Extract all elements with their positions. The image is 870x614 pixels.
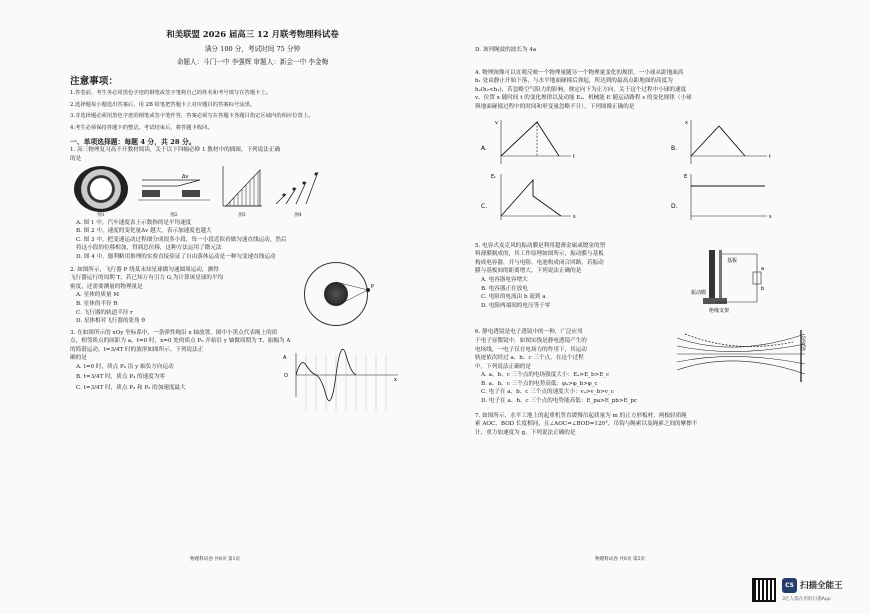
q2-stem: 密度，还需要测量的物理量是 xyxy=(70,283,143,290)
q1-fig3 xyxy=(220,164,264,218)
q5-stem: 料薄膜制成的，其工作原理如图所示，振动膜与基板 xyxy=(475,251,604,258)
fig-caption: 图1 xyxy=(97,212,105,218)
q1-figures xyxy=(74,166,435,218)
q5-option: A. 电容器电容增大 xyxy=(481,276,528,283)
q1-stem: 的是 xyxy=(70,155,82,162)
q6-stem: 电场线，一电子仅在电场力的作用下，其运动 xyxy=(475,346,587,353)
svg-text:b: b xyxy=(761,285,765,292)
svg-text:基板: 基板 xyxy=(727,257,738,264)
q5-stem: 5. 电容式麦克风的振动膜是利用超薄金属或镀金的塑 xyxy=(475,242,606,249)
q2-option: A. 星体的质量 M xyxy=(76,292,120,299)
svg-text:x: x xyxy=(685,119,688,126)
q5-stem: 膜与基板间的距离增大，下列说法正确的是 xyxy=(475,268,582,275)
fig-caption: 图3 xyxy=(238,212,246,218)
q1-stem: 1. 高三物理复习高不开教材阅读，关于以下四幅必修 1 教材中的插图，下列说法正确 xyxy=(70,147,281,154)
page-footer: 物理科试卷 共6页 第2页 xyxy=(595,557,646,562)
q5-microphone-figure xyxy=(691,242,797,322)
fig-caption: 图2 xyxy=(170,212,178,218)
q1-option: A. 图 1 中，汽车速度表上示数指的是平均速度 xyxy=(76,219,192,226)
q1-option: B. 图 2 中，速度的变化量Δv 越大，表示加速度也越大 xyxy=(76,228,212,235)
q5-block xyxy=(475,242,830,314)
qr-code-icon xyxy=(752,578,776,602)
q6-stem: 于电子显微镜中。如图实线是静电透镜产生的 xyxy=(475,337,587,344)
camscanner-logo: CS xyxy=(782,578,797,593)
q5-stem: 构成电容器，并与电阻、电池构成闭合回路，若振动 xyxy=(475,259,604,266)
q1-option: C. 图 3 中，把变速运动过程细分成很多小段，每一小段近似看做匀速直线运动，然后 xyxy=(76,236,287,243)
q6-stem: 中，下列说法正确的是 xyxy=(475,363,531,370)
svg-text:D.: D. xyxy=(671,202,678,210)
section-heading: 一、单项选择题：每题 4 分，共 28 分。 xyxy=(70,138,196,147)
q2-option: C. 飞行器的轨道半径 r xyxy=(76,309,133,316)
q5-option: C. 电阻的电流由 b 流到 a xyxy=(481,294,546,301)
q4-stem: 與地面碰撞过程中的时间和形变量忽略不计）。下列图像正确的是 xyxy=(475,103,635,110)
q6-field-lines-figure xyxy=(675,324,815,388)
svg-text:s: s xyxy=(573,213,576,220)
notice-title: 注意事项： xyxy=(70,76,118,87)
q2-orbit-figure xyxy=(300,260,380,326)
velocity-vector-diagram xyxy=(138,168,210,208)
q4-graph-b xyxy=(671,120,771,164)
q3-option: B. t=3/4T 时，质点 P₄ 的速度为零 xyxy=(76,373,166,380)
q6-stem: 轨迹依次经过 a、b、c 三个点，在这个过程 xyxy=(475,355,584,362)
q1-option: D. 图 4 中，伽利略用推理的实验直接验证了自由落体运动是一种匀变速直线运动 xyxy=(76,253,276,260)
q2-option: B. 星体的半径 R xyxy=(76,300,118,307)
svg-text:绝缘支架: 绝缘支架 xyxy=(709,307,730,314)
svg-text:Eₖ: Eₖ xyxy=(491,173,497,180)
page-footer: 物理科试卷 共6页 第1页 xyxy=(190,557,241,562)
svg-text:x: x xyxy=(394,376,397,383)
svg-text:E: E xyxy=(684,173,688,180)
score-line: 满分 100 分，考试时间 75 分钟 xyxy=(204,45,301,53)
q6-option: A. a、b、c 三个点的电场强度大小：Eₐ>E_b>E_c xyxy=(481,372,610,379)
q7-block xyxy=(475,412,830,438)
q2-stem: 飞行器运行的周期 T，若已知万有引力 G,为计算该星球的平均 xyxy=(70,275,224,282)
q1-fig2 xyxy=(138,168,210,218)
q4-block xyxy=(475,69,830,228)
notice-item: 2.选择题每小题选出答案后，用 2B 铅笔把答题卡上对应题目的答案标号涂黑。 xyxy=(70,101,256,108)
angle-lines xyxy=(300,260,380,326)
svg-text:振动膜: 振动膜 xyxy=(691,289,707,296)
q3-option-d: D. 该列绳波的波长为 4a xyxy=(475,47,537,53)
q7-stem: 7. 如图所示，水平工地上的起重机竖直缓慢吊起质量为 m 的正方形板材，两根轻质绳 xyxy=(475,412,687,419)
svg-text:t: t xyxy=(573,153,575,160)
notice-item: 1.答卷前，考生务必用黑色字迹的钢笔或签字笔将自己的姓名和考号填写在答题卡上。 xyxy=(70,90,272,96)
svg-text:Δv: Δv xyxy=(182,173,189,180)
exam-page-right xyxy=(445,0,870,614)
q3-option: C. t=3/4T 时，质点 P₃ 和 P₅ 的加速度最大 xyxy=(76,384,186,391)
q4-graph-d xyxy=(671,174,772,220)
svg-text:a: a xyxy=(761,265,765,272)
q6-stem: 6. 静电透镜是电子透镜中的一种，广泛应用 xyxy=(475,329,583,336)
q1-fig1 xyxy=(74,166,128,218)
svg-text:t: t xyxy=(769,153,771,160)
q2-option: D. 星体相对飞行器的张角 θ xyxy=(76,318,145,325)
svg-text:O: O xyxy=(284,372,288,379)
q6-option: D. 电子在 a、b、c 三个点的电势能高低：E_pa>E_pb>E_pc xyxy=(481,398,638,405)
q4-graph-a xyxy=(481,120,575,164)
svg-text:C.: C. xyxy=(481,202,488,210)
q2-block xyxy=(70,266,435,326)
svg-text:v: v xyxy=(495,119,498,126)
q1-option: 将这小段的位移相加，得到总位移，这种方法运用了微元法 xyxy=(76,245,222,252)
q5-option: B. 电容器正在放电 xyxy=(481,285,528,292)
q4-stem: h₂(h₂<h₁)，若忽略空气阻力的影响，规定向下为正方向，关于这个过程中小球的速度 xyxy=(475,86,687,93)
exam-title: 和美联盟 2026 届高三 12 月联考物理科试卷 xyxy=(166,29,339,39)
svg-text:s: s xyxy=(769,213,772,220)
q3-stem: 3. 在如图所示的 xOy 坐标系中，一条弹性绳沿 x 轴放置，图中小黑点代表绳上的质 xyxy=(70,329,278,336)
authors-line: 命题人：斗门一中 李强辉 审题人：新会一中 李金梅 xyxy=(176,58,329,66)
q7-stem: 索 AOC、BOD 长度相同，且∠AOC=∠BOD=120°，吊钩与绳索以及绳索之间的摩擦不 xyxy=(475,421,698,428)
speedometer-image xyxy=(74,166,128,212)
q5-option: D. 电阻两端间的电压等于零 xyxy=(481,302,551,309)
q3-block xyxy=(70,329,435,394)
svg-text:荧光屏: 荧光屏 xyxy=(800,336,806,352)
svg-text:A: A xyxy=(283,354,287,361)
q7-stem: 计，重力加速度为 g，下列说法正确的是 xyxy=(475,429,576,436)
q6-block xyxy=(475,328,830,405)
q4-graph-options xyxy=(475,116,815,224)
q4-stem: h₁ 处由静止开始下落，与水平地面碰撞后弹起，所达到的最高点距地面的高度为 xyxy=(475,78,673,85)
galileo-incline-image xyxy=(274,164,322,208)
q2-stem: 2. 如图所示，飞行器 P 绕某未知星球做匀速圆周运动，测得 xyxy=(70,266,219,273)
q4-stem: v、位置 x 随时间 t 的变化规律以及动能 Eₖ、机械能 E 随运动路程 s 的变化规律（小球 xyxy=(475,95,692,102)
q3-stem: 的简谐运动。t=3/4T 时的波形如图所示。下列说法正 xyxy=(70,346,204,353)
q4-graph-c xyxy=(481,174,576,220)
q6-option: B. a、b、c 三个点的电势高低：φₐ>φ_b>φ_c xyxy=(481,380,598,387)
svg-text:P: P xyxy=(371,283,375,290)
q3-stem: 点，相邻质点的间距为 a，t=0 时，x=0 处的质点 P₀ 开始沿 y 轴做周期为 T、振幅为 A xyxy=(70,338,291,345)
q6-option: C. 电子在 a、b、c 三个点的速度大小：vₐ>v_b>v_c xyxy=(481,389,614,396)
camscanner-tagline: 3亿人都在用的扫描App xyxy=(782,597,831,602)
q3-option: A. t=0 时，质点 P₀ 沿 y 轴负方向运动 xyxy=(76,364,174,371)
fig-caption: 图4 xyxy=(294,212,302,218)
microelement-graph xyxy=(220,164,264,208)
q1-fig4 xyxy=(274,164,322,218)
q3-stem: 确的是 xyxy=(70,355,87,362)
svg-text:B.: B. xyxy=(671,144,678,152)
q4-stem: 4. 物理图像可以直观反映一个物理量随另一个物理量变化的规律，一小球从距地面高 xyxy=(475,69,684,76)
svg-text:A.: A. xyxy=(481,144,487,152)
camscanner-brand: 扫描全能王 xyxy=(800,581,843,591)
q3-wave-figure xyxy=(282,351,400,413)
notice-item: 4.考生必须保持答题卡的整洁。考试结束后，将答题卡收回。 xyxy=(70,124,213,131)
notice-item: 3.非选择题必须用黑色字迹的钢笔或签字笔作答，答案必须写在答题卡各题目指定区域内的相应位置上。 xyxy=(70,113,314,120)
